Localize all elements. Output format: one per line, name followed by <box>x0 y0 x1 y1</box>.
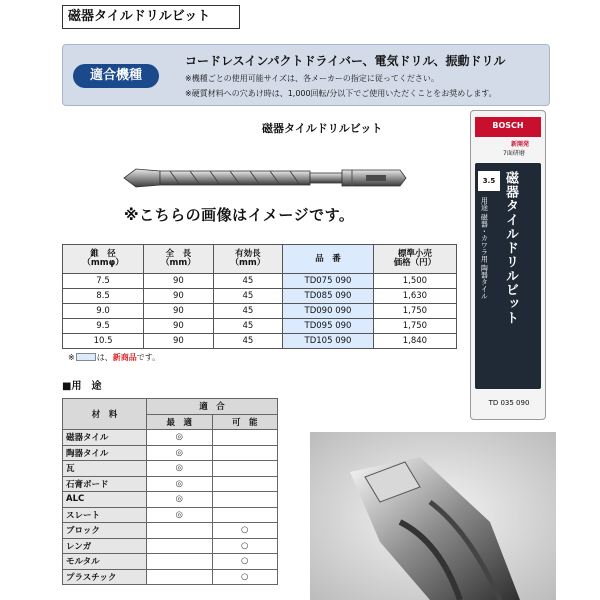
package-grind-tag: 7面研磨 <box>503 150 525 157</box>
diameter-cell: 10.5 <box>63 334 144 349</box>
spec-row <box>63 304 457 319</box>
new-note-middle: は、 <box>96 353 113 362</box>
possible-mark: ○ <box>212 554 278 570</box>
new-note-suffix: です。 <box>136 353 161 362</box>
spec-row <box>63 274 457 289</box>
package-title: 磁器タイルドリルビット <box>503 171 518 325</box>
spec-row <box>63 319 457 334</box>
best-mark <box>147 523 213 539</box>
part-number-cell: TD090 090 <box>283 304 374 319</box>
page-title: 磁器タイルドリルビット <box>62 5 240 29</box>
material-cell: プラスチック <box>63 569 147 585</box>
possible-mark: ○ <box>212 569 278 585</box>
compatible-note-1: ※機種ごとの使用可能サイズは、各メーカーの指定に従ってください。 <box>185 74 439 83</box>
header-effective: 有効長 （mm） <box>213 245 282 274</box>
diameter-cell: 8.5 <box>63 289 144 304</box>
effective-cell: 45 <box>213 274 282 289</box>
spec-table <box>62 244 457 349</box>
spec-row <box>63 289 457 304</box>
best-mark: ◎ <box>147 507 213 523</box>
possible-mark <box>212 445 278 461</box>
header-material: 材 料 <box>63 399 147 430</box>
spec-header-row <box>63 245 457 274</box>
part-number-cell: TD095 090 <box>283 319 374 334</box>
material-cell: 瓦 <box>63 461 147 477</box>
effective-cell: 45 <box>213 289 282 304</box>
usage-row <box>63 476 278 492</box>
header-diameter: 錐 径 （mmφ） <box>63 245 144 274</box>
best-mark <box>147 538 213 554</box>
material-cell: ブロック <box>63 523 147 539</box>
best-mark: ◎ <box>147 445 213 461</box>
material-cell: スレート <box>63 507 147 523</box>
package-new-tag: 新開発 <box>511 141 530 148</box>
usage-row <box>63 554 278 570</box>
length-cell: 90 <box>144 319 213 334</box>
header-length: 全 長 （mm） <box>144 245 213 274</box>
drill-tip-photo <box>310 432 556 600</box>
best-mark: ◎ <box>147 476 213 492</box>
effective-cell: 45 <box>213 334 282 349</box>
possible-mark <box>212 461 278 477</box>
length-cell: 90 <box>144 334 213 349</box>
material-cell: モルタル <box>63 554 147 570</box>
possible-mark: ○ <box>212 538 278 554</box>
length-cell: 90 <box>144 289 213 304</box>
price-cell: 1,630 <box>373 289 456 304</box>
package-part-number: TD 035 090 <box>488 399 530 407</box>
price-cell: 1,750 <box>373 319 456 334</box>
diameter-cell: 7.5 <box>63 274 144 289</box>
package-size: 3.5 <box>478 171 500 191</box>
new-note-prefix: ※ <box>68 353 75 362</box>
compatible-models-panel <box>62 44 550 106</box>
material-cell: 石膏ボード <box>63 476 147 492</box>
usage-row <box>63 507 278 523</box>
possible-mark <box>212 476 278 492</box>
length-cell: 90 <box>144 274 213 289</box>
new-product-swatch <box>76 353 96 361</box>
compatible-note-2: ※硬質材料への穴あけ時は、1,000回転/分以下でご使用いただくことをお奨めします。 <box>185 89 497 98</box>
best-mark: ◎ <box>147 430 213 446</box>
compatible-models-text: コードレスインパクトドライバー、電気ドリル、振動ドリル <box>185 54 506 68</box>
diameter-cell: 9.5 <box>63 319 144 334</box>
package-card <box>475 163 541 389</box>
effective-cell: 45 <box>213 304 282 319</box>
usage-row <box>63 569 278 585</box>
usage-row <box>63 461 278 477</box>
usage-row <box>63 538 278 554</box>
usage-row <box>63 523 278 539</box>
possible-mark: ○ <box>212 523 278 539</box>
product-image-label: 磁器タイルドリルビット <box>262 122 383 135</box>
header-best: 最 適 <box>147 414 213 430</box>
package-brand-bar <box>475 117 541 137</box>
material-cell: 磁器タイル <box>63 430 147 446</box>
header-possible: 可 能 <box>212 414 278 430</box>
package-use: 用途 磁器・カワラ用 陶器タイル <box>480 197 489 300</box>
header-price: 標準小売 価格（円） <box>373 245 456 274</box>
spec-row <box>63 334 457 349</box>
price-cell: 1,500 <box>373 274 456 289</box>
possible-mark <box>212 430 278 446</box>
usage-row <box>63 430 278 446</box>
new-product-note <box>68 352 160 363</box>
new-note-highlight: 新商品 <box>112 353 137 362</box>
usage-heading: ■用 途 <box>62 381 102 392</box>
best-mark <box>147 554 213 570</box>
product-package <box>470 110 546 420</box>
material-cell: 陶器タイル <box>63 445 147 461</box>
best-mark: ◎ <box>147 492 213 508</box>
usage-table <box>62 398 278 585</box>
material-cell: レンガ <box>63 538 147 554</box>
header-suitability: 適 合 <box>147 399 278 415</box>
price-cell: 1,750 <box>373 304 456 319</box>
price-cell: 1,840 <box>373 334 456 349</box>
length-cell: 90 <box>144 304 213 319</box>
part-number-cell: TD105 090 <box>283 334 374 349</box>
brand-logo: BOSCH <box>492 121 524 130</box>
usage-header-row <box>63 399 278 415</box>
material-cell: ALC <box>63 492 147 508</box>
usage-row <box>63 445 278 461</box>
part-number-cell: TD075 090 <box>283 274 374 289</box>
effective-cell: 45 <box>213 319 282 334</box>
best-mark: ◎ <box>147 461 213 477</box>
best-mark <box>147 569 213 585</box>
image-disclaimer: ※こちらの画像はイメージです。 <box>124 206 355 224</box>
possible-mark <box>212 492 278 508</box>
header-part-number: 品 番 <box>283 245 374 274</box>
part-number-cell: TD085 090 <box>283 289 374 304</box>
compatible-models-badge: 適合機種 <box>73 64 159 88</box>
diameter-cell: 9.0 <box>63 304 144 319</box>
usage-row <box>63 492 278 508</box>
possible-mark <box>212 507 278 523</box>
drill-bit-image <box>120 158 410 198</box>
